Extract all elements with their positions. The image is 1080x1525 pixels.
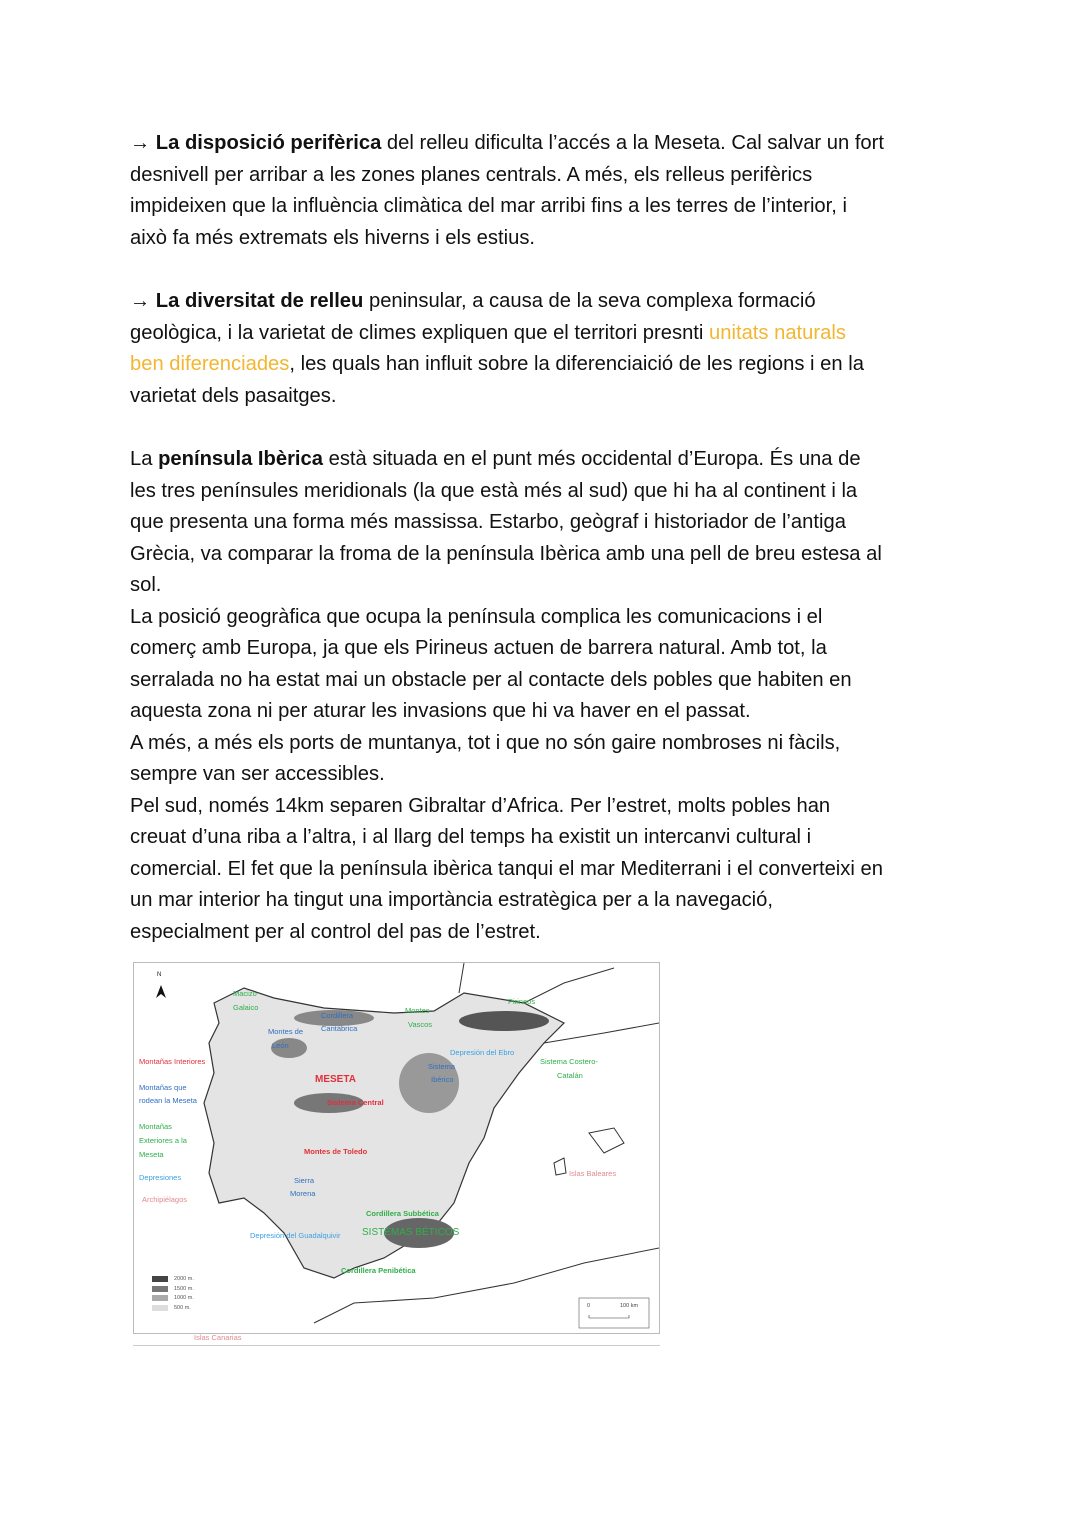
elevation-label: 500 m. [174, 1304, 191, 1311]
text-line [130, 318, 864, 350]
paragraph-peripheral-relief [130, 128, 884, 254]
key-rodean-1: Montañas que [139, 1083, 187, 1092]
label-guadalquivir: Depresión del Guadalquivir [250, 1231, 341, 1240]
text-segment: La posició geogràfica que ocupa la península complica les comunicacions i el [130, 605, 823, 628]
paragraph-relief-diversity [130, 286, 864, 412]
map-graphic [134, 963, 659, 1333]
text-segment: creuat d’una riba a l’altra, i al llarg del temps ha existit un intercanvi cultural i [130, 826, 812, 848]
label-cordillera: Cordillera [321, 1011, 354, 1020]
relief-pyrenees [459, 1011, 549, 1031]
label-catalan: Catalán [557, 1071, 583, 1080]
label-vascos: Vascos [408, 1020, 433, 1029]
text-line [130, 128, 884, 160]
text-segment: serralada no ha estat mai un obstacle per al contacte dels pobles que habiten en [130, 668, 852, 691]
text-line [130, 602, 883, 634]
text-segment: Grècia, va comparar la froma de la península Ibèrica amb una pell de breu estesa al [130, 542, 882, 565]
text-segment: peninsular, a causa de la seva complexa formació [363, 290, 816, 312]
text-segment: desnivell per arribar a les zones planes centrals. A més, els relleus perifèrics [130, 163, 813, 186]
text-line [130, 570, 883, 602]
elevation-legend-row [152, 1295, 194, 1301]
text-segment: això fa més extremats els hiverns i els estius. [130, 226, 536, 249]
key-exteriores-1: Montañas [139, 1122, 172, 1131]
label-sierra: Sierra [294, 1176, 315, 1185]
label-canarias: Islas Canarias [194, 1333, 242, 1342]
text-segment: , les quals han influit sobre la diferenciaició de les regions i en la [289, 353, 864, 375]
text-segment: geològica, i la varietat de climes expliquen que el territori presnti [130, 321, 710, 344]
text-segment: un mar interior ha tingut una importància estratègica per a la navegació, [130, 889, 774, 911]
label-morena: Morena [290, 1189, 316, 1198]
text-segment: A més, a més els ports de muntanya, tot i que no són gaire nombroses ni fàcils, [130, 731, 841, 754]
elevation-label: 1500 m. [174, 1285, 194, 1292]
text-line [130, 854, 883, 886]
text-line [130, 728, 883, 760]
elevation-swatch [152, 1305, 168, 1311]
label-iberico: Ibérico [431, 1075, 454, 1084]
label-costero: Sistema Costero- [540, 1057, 598, 1066]
label-macizo: Macizo [233, 989, 257, 998]
text-segment: sempre van ser accessibles. [130, 763, 385, 785]
bold-text: península Ibèrica [158, 448, 323, 470]
key-rodean-2: rodean la Meseta [139, 1096, 197, 1105]
text-line [130, 791, 883, 823]
text-line [130, 507, 883, 539]
label-sistema: Sistema [428, 1062, 456, 1071]
paragraph-iberian-peninsula [130, 444, 883, 948]
north-label: N [157, 972, 162, 978]
elevation-swatch [152, 1286, 168, 1292]
text-line [130, 349, 864, 381]
label-montes: Montes [405, 1006, 430, 1015]
text-line [130, 822, 883, 854]
elevation-legend-row [152, 1276, 194, 1282]
key-depresiones: Depresiones [139, 1173, 182, 1182]
label-leon: León [272, 1041, 289, 1050]
key-archipielagos: Archipiélagos [142, 1195, 188, 1204]
iberian-relief-map [133, 962, 660, 1334]
label-baleares: Islas Baleares [569, 1169, 617, 1178]
label-sistema-central: Sistema Central [327, 1098, 384, 1107]
text-line [130, 696, 883, 728]
key-exteriores-3: Meseta [139, 1150, 164, 1159]
key-interiores: Montañas Interiores [139, 1057, 206, 1066]
text-line [130, 286, 864, 318]
label-pirineos: Pirineos [508, 997, 536, 1006]
text-segment: sol. [130, 574, 162, 596]
label-penibetica: Cordillera Penibética [341, 1266, 416, 1275]
text-line [130, 381, 864, 413]
text-line [130, 759, 883, 791]
elevation-legend-row [152, 1286, 194, 1292]
label-ebro: Depresión del Ebro [450, 1048, 515, 1057]
label-montes-de: Montes de [268, 1027, 304, 1036]
scale-zero: 0 [587, 1303, 591, 1309]
text-segment: comerç amb Europa, ja que els Pirineus actuen de barrera natural. Amb tot, la [130, 637, 827, 659]
mallorca [589, 1128, 624, 1153]
elevation-swatch [152, 1276, 168, 1282]
figure-divider [133, 1345, 660, 1346]
text-line [130, 476, 883, 508]
elevation-swatch [152, 1295, 168, 1301]
highlighted-text: unitats naturals [709, 321, 846, 344]
label-cantabrica: Cantábrica [321, 1024, 358, 1033]
label-montes-toledo: Montes de Toledo [304, 1147, 368, 1156]
label-subbetica: Cordillera Subbética [366, 1209, 439, 1218]
text-line [130, 539, 883, 571]
key-exteriores-2: Exteriores a la [139, 1136, 187, 1145]
ibiza [554, 1158, 566, 1175]
text-segment: està situada en el punt més occidental d’Europa. És una de [323, 448, 861, 470]
text-line [130, 160, 884, 192]
text-segment: que presenta una forma més massissa. Estarbo, geògraf i historiador de l’antiga [130, 511, 846, 533]
elevation-label: 2000 m. [174, 1276, 194, 1282]
text-segment: aquesta zona ni per aturar les invasions que hi va haver en el passat. [130, 700, 751, 722]
text-segment: comercial. El fet que la península ibèrica tanqui el mar Mediterrani i el converteixi en [130, 857, 883, 880]
elevation-legend-row [152, 1305, 191, 1311]
text-segment: impideixen que la influència climàtica del mar arribi fins a les terres de l’interior, i [130, 195, 847, 217]
text-segment: Pel sud, només 14km separen Gibraltar d’Africa. Per l’estret, molts pobles han [130, 794, 831, 817]
text-line [130, 917, 883, 949]
bold-text: → La diversitat de relleu [130, 290, 364, 312]
text-line [130, 191, 884, 223]
label-meseta: MESETA [315, 1074, 356, 1085]
highlighted-text: ben diferenciades [130, 353, 290, 375]
scale-max: 100 km [620, 1303, 639, 1309]
elevation-label: 1000 m. [174, 1295, 194, 1301]
text-segment: especialment per al control del pas de l’estret. [130, 920, 541, 943]
text-segment: varietat dels pasaitges. [130, 384, 337, 407]
label-galaico: Galaico [233, 1003, 259, 1012]
text-segment: del relleu dificulta l’accés a la Meseta. Cal salvar un fort [381, 132, 884, 154]
text-line [130, 665, 883, 697]
north-arrow-icon [156, 985, 166, 998]
text-line [130, 223, 884, 255]
text-line [130, 885, 883, 917]
text-segment: les tres penínsules meridionals (la que està més al sud) que hi ha al continent i la [130, 479, 858, 502]
text-line [130, 633, 883, 665]
text-segment: La [130, 448, 159, 470]
text-line [130, 444, 883, 476]
label-sistemas-beticos: SISTEMAS BÉTICOS [362, 1227, 460, 1238]
bold-text: → La disposició perifèrica [130, 132, 382, 154]
